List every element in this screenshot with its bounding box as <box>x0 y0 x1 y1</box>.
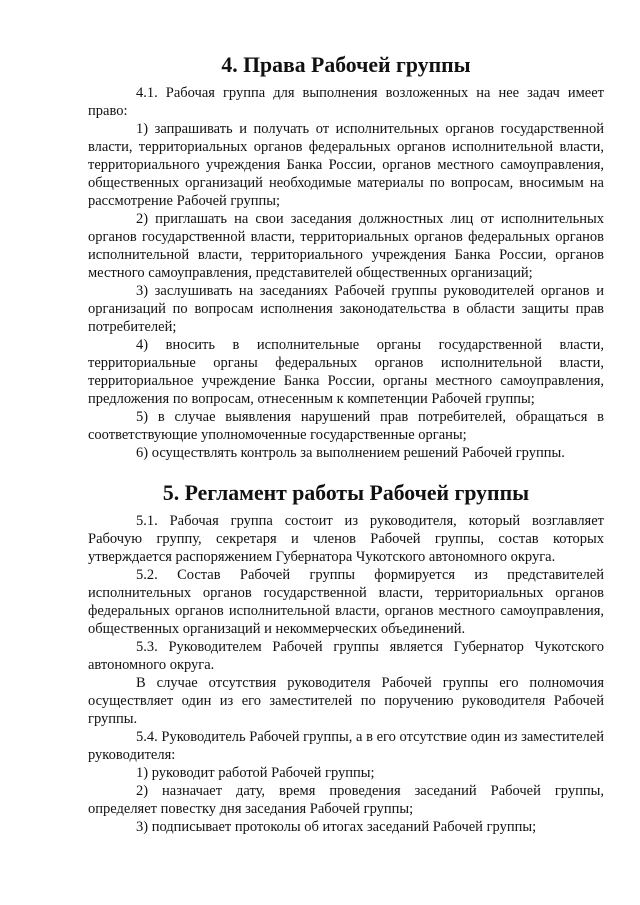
list-item-4-1-2: 2) приглашать на свои заседания должностных лиц от исполнительных органов государственной власти, территориальных органов федеральных органов исполнительной власти, территориального учреждения Банка России, органов местного самоуправления, представителей общественных организаций; <box>88 211 604 281</box>
section-4-body <box>88 84 604 462</box>
document-page <box>88 53 604 836</box>
section-4-title: 4. Права Рабочей группы <box>221 53 471 77</box>
section-5-title: 5. Регламент работы Рабочей группы <box>162 481 530 505</box>
list-item-5-4-1: 1) руководит работой Рабочей группы; <box>136 765 375 781</box>
paragraph-4-1: 4.1. Рабочая группа для выполнения возложенных на нее задач имеет право: <box>88 85 604 119</box>
section-5-body <box>88 512 604 836</box>
list-item-4-1-4: 4) вносить в исполнительные органы государственной власти, территориальные органы федеральных органов исполнительной власти, территориальное учреждение Банка России, органы местного самоуправления, предложения по вопросам, отнесенным к компетенции Рабочей группы; <box>88 337 604 407</box>
list-item-5-4-3: 3) подписывает протоколы об итогах заседаний Рабочей группы; <box>136 819 537 835</box>
paragraph-5-4: 5.4. Руководитель Рабочей группы, а в его отсутствие один из заместителей руководителя: <box>88 729 604 763</box>
paragraph-5-1: 5.1. Рабочая группа состоит из руководителя, который возглавляет Рабочую группу, секретаря и членов Рабочей группы, состав которых утверждается распоряжением Губернатора Чукотского автономного округа. <box>88 513 604 565</box>
paragraph-5-3-absence: В случае отсутствия руководителя Рабочей группы его полномочия осуществляет один из его заместителей по поручению руководителя Рабочей группы. <box>88 675 604 727</box>
list-item-4-1-3: 3) заслушивать на заседаниях Рабочей группы руководителей органов и организаций по вопросам исполнения законодательства в области защиты прав потребителей; <box>88 283 604 335</box>
list-item-5-4-2: 2) назначает дату, время проведения заседаний Рабочей группы, определяет повестку дня заседания Рабочей группы; <box>88 783 604 817</box>
paragraph-5-3: 5.3. Руководителем Рабочей группы является Губернатор Чукотского автономного округа. <box>88 639 604 673</box>
list-item-4-1-6: 6) осуществлять контроль за выполнением решений Рабочей группы. <box>136 445 565 461</box>
list-item-4-1-5: 5) в случае выявления нарушений прав потребителей, обращаться в соответствующие уполномоченные государственные органы; <box>88 409 604 443</box>
paragraph-5-2: 5.2. Состав Рабочей группы формируется из представителей исполнительных органов государственной власти, территориальных органов федеральных органов исполнительной власти, органов местного самоуправления, общественных организаций и некоммерческих объединений. <box>88 567 604 637</box>
list-item-4-1-1: 1) запрашивать и получать от исполнительных органов государственной власти, территориальных органов федеральных органов исполнительной власти, территориального учреждения Банка России, органов местного самоуправления, общественных организаций необходимые материалы по вопросам, вносимым на рассмотрение Рабочей группы; <box>88 121 604 209</box>
